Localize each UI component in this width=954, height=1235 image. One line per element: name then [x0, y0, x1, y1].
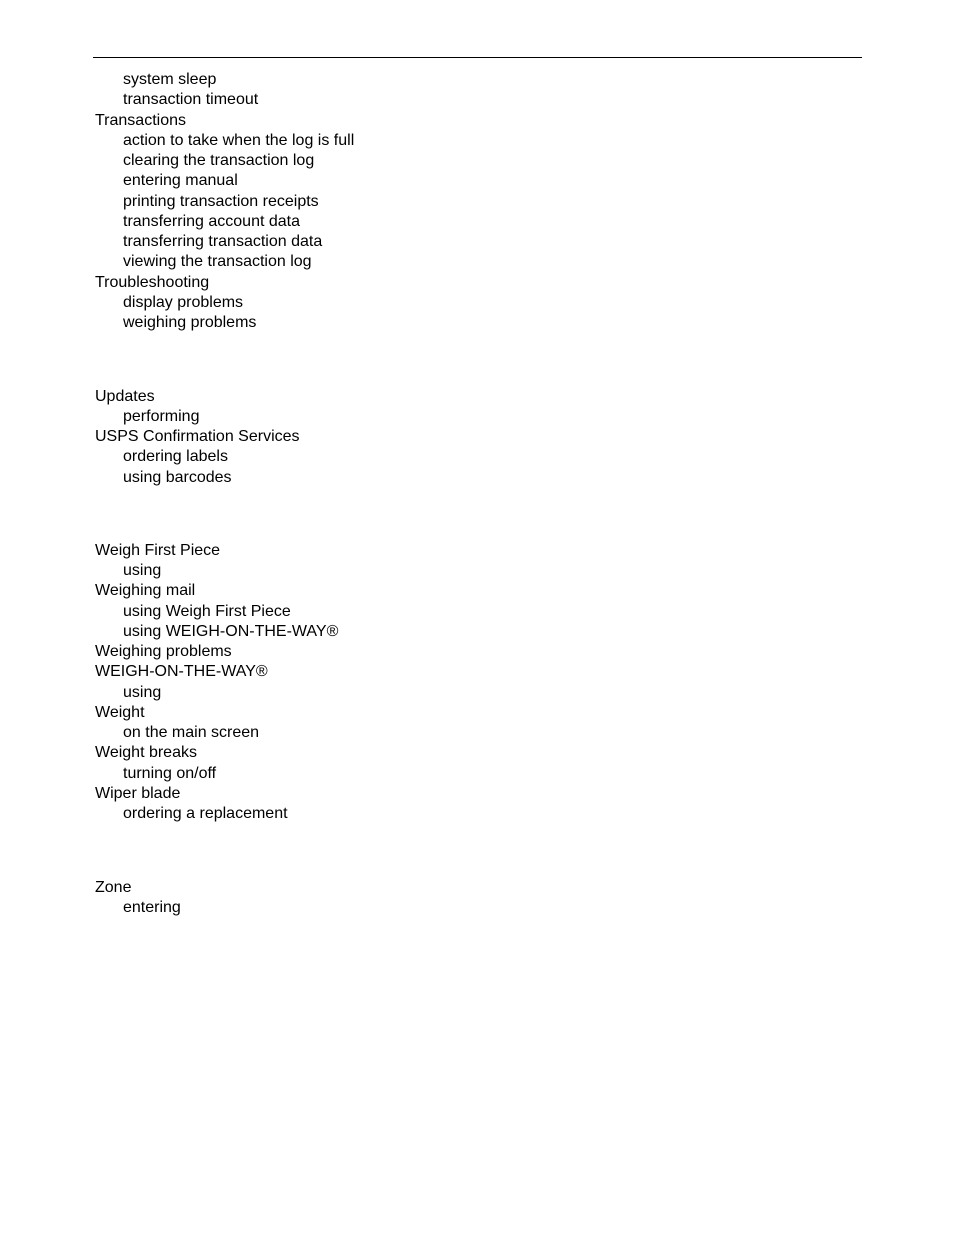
index-subentry: entering manual — [123, 172, 238, 189]
index-entry: Weighing mail — [95, 582, 196, 599]
index-subentry: printing transaction receipts — [123, 193, 319, 210]
index-entry: Wiper blade — [95, 785, 181, 802]
index-entry: Weigh First Piece — [95, 542, 221, 559]
index-subentry: using barcodes — [123, 469, 232, 486]
index-subentry: display problems — [123, 294, 244, 311]
index-entry: Troubleshooting — [95, 274, 210, 291]
index-subentry: transferring transaction data — [123, 233, 323, 250]
index-subentry: clearing the transaction log — [123, 152, 315, 169]
index-subentry: viewing the transaction log — [123, 253, 312, 270]
index-subentry: performing — [123, 408, 200, 425]
index-subentry: weighing problems — [123, 314, 257, 331]
index-entry: Updates — [95, 388, 155, 405]
index-subentry: using — [123, 684, 162, 701]
index-subentry: transaction timeout — [123, 91, 259, 108]
index-subentry: system sleep — [123, 71, 217, 88]
index-entry: Weighing problems — [95, 643, 232, 660]
index-subentry: on the main screen — [123, 724, 260, 741]
index-subentry: using WEIGH-ON-THE-WAY® — [123, 623, 339, 640]
index-entry: Weight — [95, 704, 145, 721]
header-rule — [93, 57, 862, 58]
index-entry: USPS Confirmation Services — [95, 428, 300, 445]
index-subentry: ordering a replacement — [123, 805, 288, 822]
index-subentry: entering — [123, 899, 181, 916]
index-entry: Zone — [95, 879, 132, 896]
index-subentry: action to take when the log is full — [123, 132, 355, 149]
index-subentry: using — [123, 562, 162, 579]
index-entry: WEIGH-ON-THE-WAY® — [95, 663, 268, 680]
index-subentry: turning on/off — [123, 765, 217, 782]
index-subentry: ordering labels — [123, 448, 228, 465]
index-subentry: using Weigh First Piece — [123, 603, 291, 620]
index-entry: Transactions — [95, 112, 186, 129]
index-entry: Weight breaks — [95, 744, 197, 761]
index-subentry: transferring account data — [123, 213, 300, 230]
